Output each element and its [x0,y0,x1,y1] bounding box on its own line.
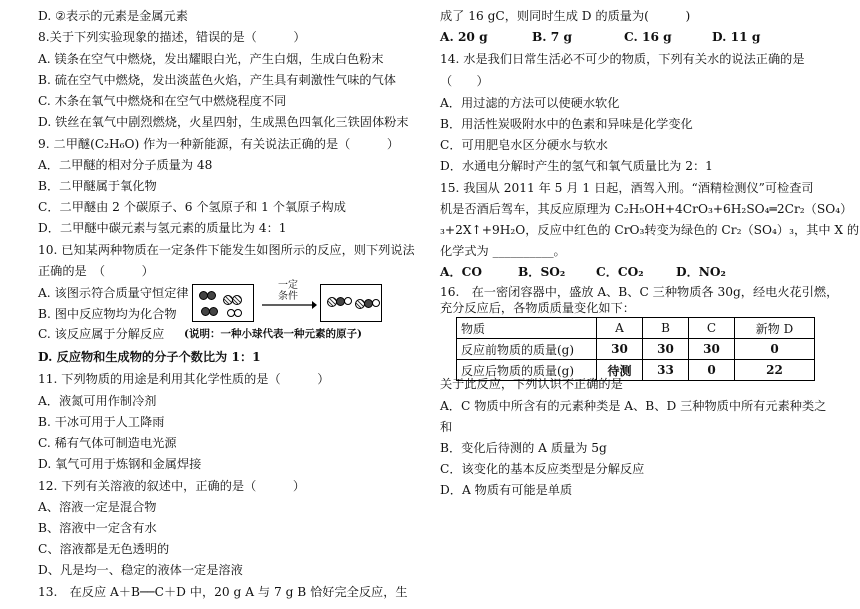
option: D．NO₂ [676,265,726,279]
product-box [320,284,382,322]
text-line: D．A 物质有可能是单质 [440,483,573,497]
text-line: C. 木条在氧气中燃烧和在空气中燃烧程度不同 [38,94,287,108]
table-header-cell: 物质 [457,318,597,339]
text-line: 11. 下列物质的用途是利用其化学性质的是（ ） [38,372,330,386]
reaction-arrow [260,300,318,310]
text-line: B. 硫在空气中燃烧，发出淡蓝色火焰，产生具有刺激性气味的气体 [38,73,396,87]
table-header-cell: 新物 D [735,318,815,339]
table-row [457,339,815,360]
atom-dark [207,291,216,300]
text-line: A．C 物质中所含有的元素种类是 A、B、D 三种物质中所有元素种类之 [440,399,827,413]
option: A. 20 g [440,30,488,44]
table-cell: 30 [643,339,689,360]
arrow-label-top: 一定 [278,280,298,291]
text-line: B．变化后待测的 A 质量为 5g [440,441,607,455]
option: C. 16 g [624,30,672,44]
atom-gray [232,295,242,305]
mass-table [456,317,815,381]
atom-white [372,299,380,307]
option: B. 7 g [532,30,573,44]
text-line: 8.关于下列实验现象的描述，错误的是（ ） [38,30,306,44]
text-line: 成了 16 gC，则同时生成 D 的质量为( ) [440,9,691,23]
text-line: B. 图中反应物均为化合物 [38,307,177,321]
arrow-label [262,280,314,302]
table-header-cell: C [689,318,735,339]
table-header-cell: A [597,318,643,339]
text-line: 14. 水是我们日常生活必不可少的物质，下列有关水的说法正确的是 [440,52,805,66]
text-line: D. 反应物和生成物的分子个数比为 1：1 [38,350,261,364]
text-line: 12. 下列有关溶液的叙述中，正确的是（ ） [38,479,306,493]
arrow-label-bottom: 条件 [278,291,298,302]
text-line: A．用过滤的方法可以使硬水软化 [440,96,620,110]
text-line: A、溶液一定是混合物 [38,500,157,514]
text-line: A. 镁条在空气中燃烧，发出耀眼白光，产生白烟，生成白色粉末 [38,52,384,66]
option: D. 11 g [712,30,761,44]
text-line: C、溶液都是无色透明的 [38,542,170,556]
option: B．SO₂ [518,265,566,279]
atom-dark [209,307,218,316]
text-line: 关于此反应，下列认识不正确的是 [440,377,623,391]
atom-white [344,297,352,305]
table-cell: 0 [689,360,735,381]
text-line: B、溶液中一定含有水 [38,521,157,535]
text-line: C．该变化的基本反应类型是分解反应 [440,462,645,476]
text-line: 16. 在一密闭容器中，盛放 A、B、C 三种物质各 30g，经电火花引燃， [440,285,839,299]
table-cell: 33 [643,360,689,381]
text-line: C. 稀有气体可制造电光源 [38,436,177,450]
table-cell: 0 [735,339,815,360]
options-row [440,29,792,45]
text-line: 15. 我国从 2011 年 5 月 1 日起，酒驾入刑。“酒精检测仪”可检查司 [440,181,814,195]
text-line: 10. 已知某两种物质在一定条件下能发生如图所示的反应，则下列说法 [38,243,415,257]
text-line: C．二甲醚由 2 个碳原子、6 个氢原子和 1 个氧原子构成 [38,200,346,214]
text-line: D. 氧气可用于炼钢和金属焊接 [38,457,202,471]
table-cell: 待测 [597,360,643,381]
text-line: B. 干冰可用于人工降雨 [38,415,165,429]
text-line: C．可用肥皂水区分硬水与软水 [440,138,608,152]
table-header-cell: B [643,318,689,339]
text-line: 正确的是 （ ） [38,264,154,278]
text-line: D. ②表示的元素是金属元素 [38,9,188,23]
text-line: （ ） [440,74,489,88]
text-line: D．二甲醚中碳元素与氢元素的质量比为 4：1 [38,221,287,235]
table-cell: 22 [735,360,815,381]
reactant-box [192,284,254,322]
table-cell: 反应后物质的质量(g) [457,360,597,381]
table-cell: 30 [597,339,643,360]
text-line: ₃+2X↑+9H₂O，反应中红色的 CrO₃转变为绿色的 Cr₂（SO₄）₃，其中 X 的 [440,223,860,237]
text-line: 充分反应后，各物质质量变化如下： [440,301,635,315]
reaction-figure [184,280,392,342]
atom-white [234,309,242,317]
text-line: D．水通电分解时产生的氢气和氧气质量比为 2：1 [440,159,713,173]
text-line: A. 该图示符合质量守恒定律 [38,286,189,300]
figure-caption: (说明：一种小球代表一种元素的原子) [184,328,362,340]
text-line: D、凡是均一、稳定的液体一定是溶液 [38,563,243,577]
table-row [457,360,815,381]
text-line: D. 铁丝在氧气中剧烈燃烧，火星四射，生成黑色四氧化三铁固体粉末 [38,115,409,129]
table-header-row [457,318,815,339]
text-line: C. 该反应属于分解反应 [38,327,165,341]
options-row [440,264,756,280]
text-line: 13. 在反应 A＋B──C＋D 中，20 g A 与 7 g B 恰好完全反应，生 [38,585,408,599]
text-line: B．二甲醚属于氧化物 [38,179,157,193]
option: C．CO₂ [596,265,644,279]
text-line: 化学式为 __________。 [440,244,566,258]
text-line: A．二甲醚的相对分子质量为 48 [38,158,213,172]
text-line: 机是否酒后驾车，其反应原理为 C₂H₅OH+4CrO₃+6H₂SO₄═2Cr₂（SO₄） [440,202,853,216]
text-line: B．用活性炭吸附水中的色素和异味是化学变化 [440,117,693,131]
table-cell: 30 [689,339,735,360]
option: A．CO [440,265,482,279]
text-line: A．液氮可用作制冷剂 [38,394,157,408]
text-line: 和 [440,420,453,434]
text-line: 9. 二甲醚(C₂H₆O) 作为一种新能源，有关说法正确的是（ ） [38,137,400,151]
table-cell: 反应前物质的质量(g) [457,339,597,360]
